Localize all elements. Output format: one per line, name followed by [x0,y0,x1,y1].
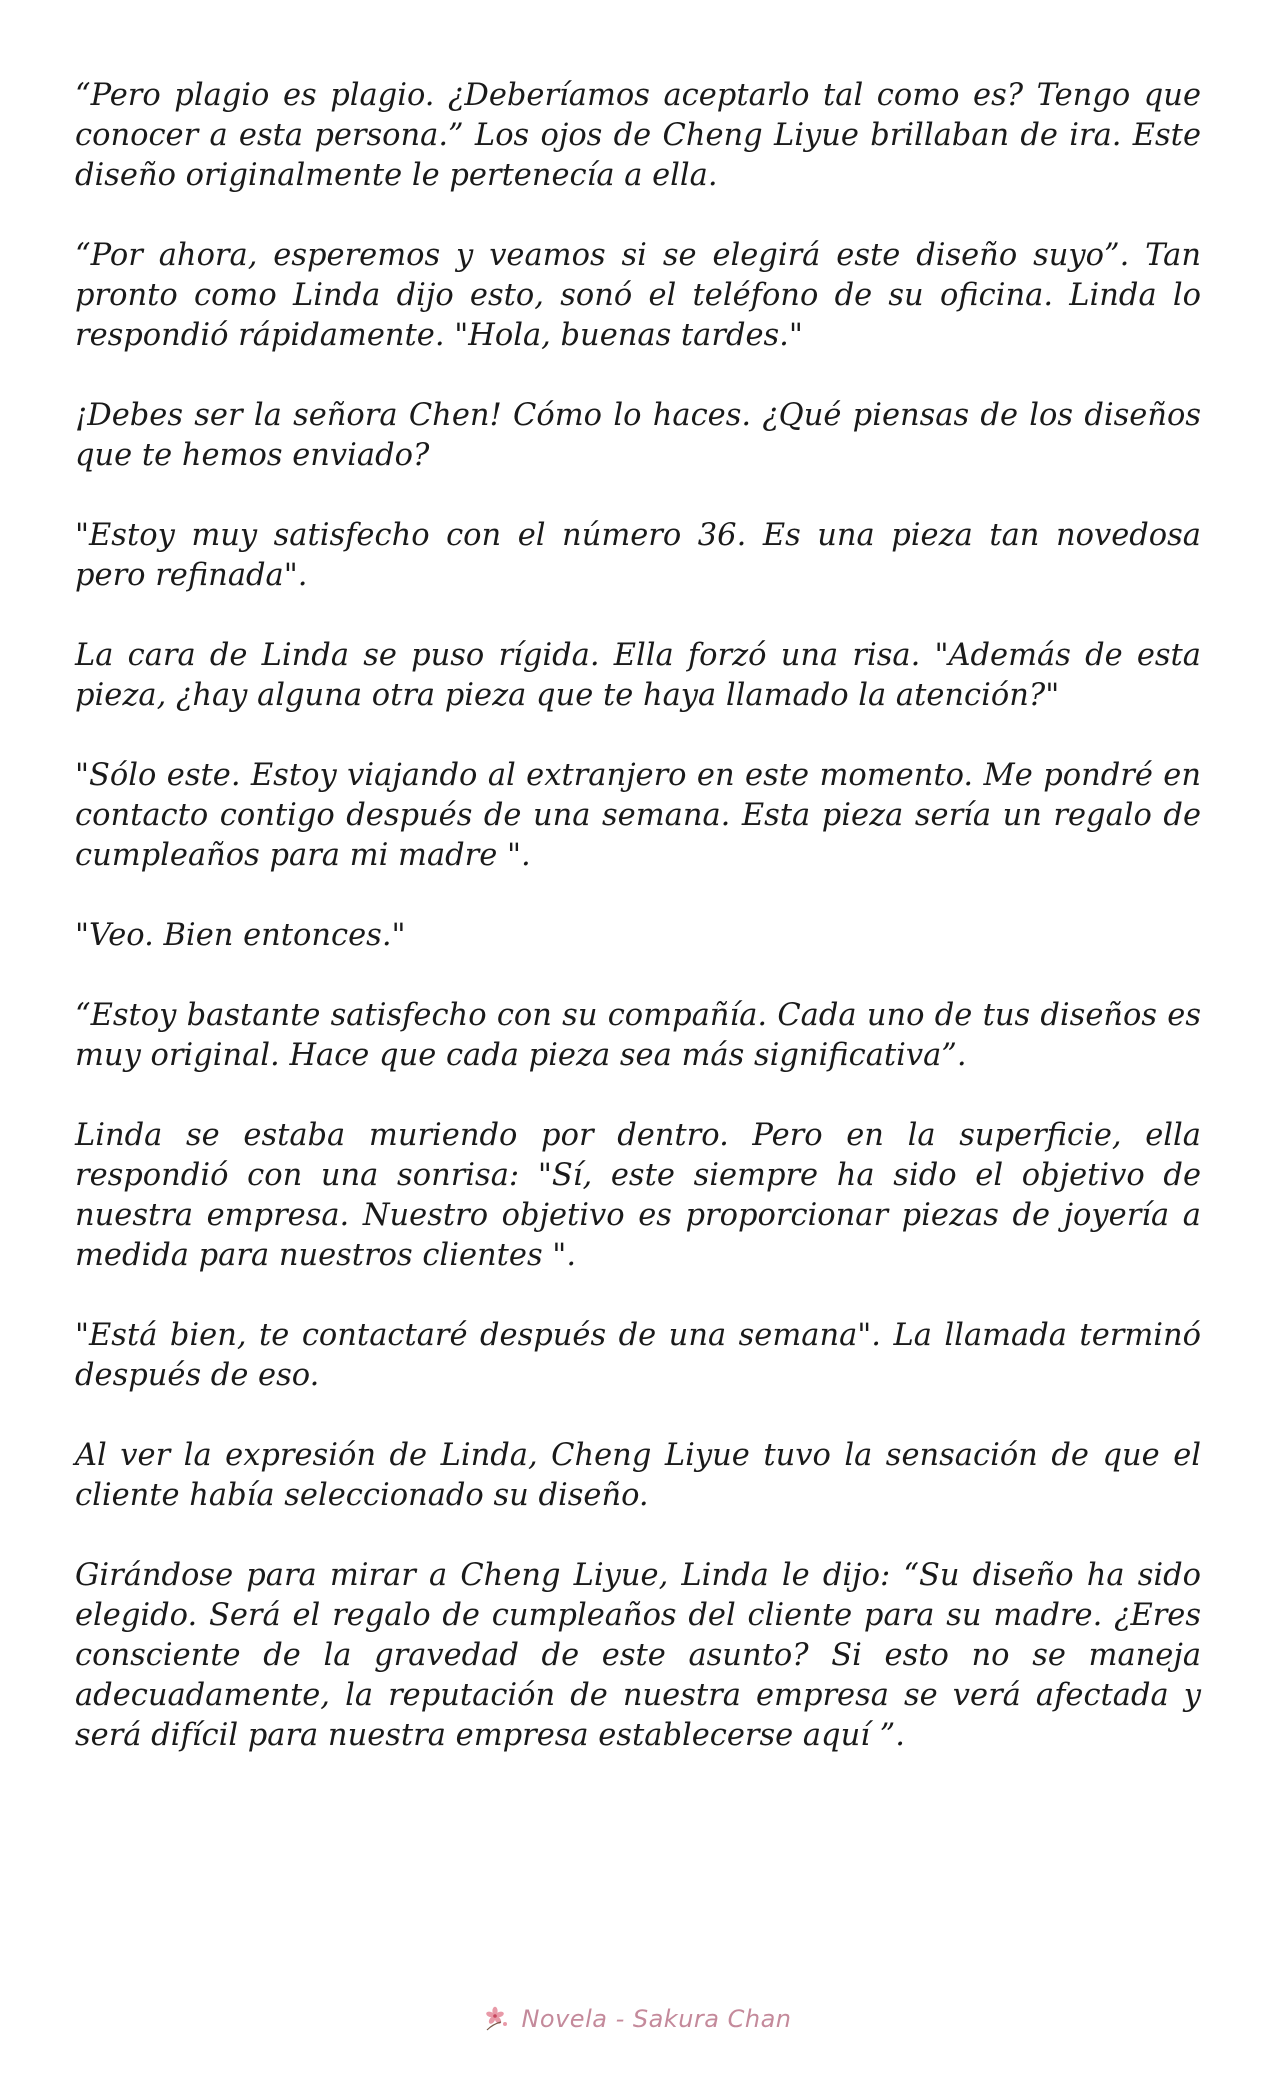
paragraph-2: “Por ahora, esperemos y veamos si se elegirá este diseño suyo”. Tan pronto como Linda dijo esto, sonó el teléfono de su oficina. Linda lo respondió rápidamente. "Hola, buenas tardes." [75,238,1201,353]
paragraph-4: "Estoy muy satisfecho con el número 36. Es una pieza tan novedosa pero refinada". [75,518,1201,593]
paragraph-6: "Sólo este. Estoy viajando al extranjero en este momento. Me pondré en contacto contigo después de una semana. Esta pieza sería un regalo de cumpleaños para mi madre ". [75,758,1201,873]
paragraph-8: “Estoy bastante satisfecho con su compañía. Cada uno de tus diseños es muy original. Hace que cada pieza sea más significativa”. [75,998,1201,1073]
paragraph-5: La cara de Linda se puso rígida. Ella forzó una risa. "Además de esta pieza, ¿hay alguna otra pieza que te haya llamado la atención?" [75,638,1201,713]
paragraph-3: ¡Debes ser la señora Chen! Cómo lo haces. ¿Qué piensas de los diseños que te hemos enviado? [75,398,1201,473]
paragraph-7: "Veo. Bien entonces." [75,918,406,953]
paragraph-11: Al ver la expresión de Linda, Cheng Liyue tuvo la sensación de que el cliente había seleccionado su diseño. [75,1438,1201,1513]
paragraph-1: “Pero plagio es plagio. ¿Deberíamos aceptarlo tal como es? Tengo que conocer a esta persona.” Los ojos de Cheng Liyue brillaban de ira. Este diseño originalmente le pertenecía a ella. [75,78,1201,193]
footer [0,1998,1275,2040]
sakura-flower-icon [483,2004,513,2034]
paragraph-9: Linda se estaba muriendo por dentro. Pero en la superficie, ella respondió con una sonrisa: "Sí, este siempre ha sido el objetivo de nuestra empresa. Nuestro objetivo es proporcionar piezas de joyería a medida para nuestros clientes ". [75,1118,1201,1273]
paragraph-12: Girándose para mirar a Cheng Liyue, Linda le dijo: “Su diseño ha sido elegido. Será el regalo de cumpleaños del cliente para su madre. ¿Eres consciente de la gravedad de este asunto? Si esto no se maneja adecuadamente, la reputación de nuestra empresa se verá afectada y será difícil para nuestra empresa establecerse aquí ”. [75,1558,1201,1753]
paragraph-10: "Está bien, te contactaré después de una semana". La llamada terminó después de eso. [75,1318,1201,1393]
document-body [75,76,1201,1796]
watermark-text: Novela - Sakura Chan [521,2005,792,2033]
watermark [473,1998,801,2040]
